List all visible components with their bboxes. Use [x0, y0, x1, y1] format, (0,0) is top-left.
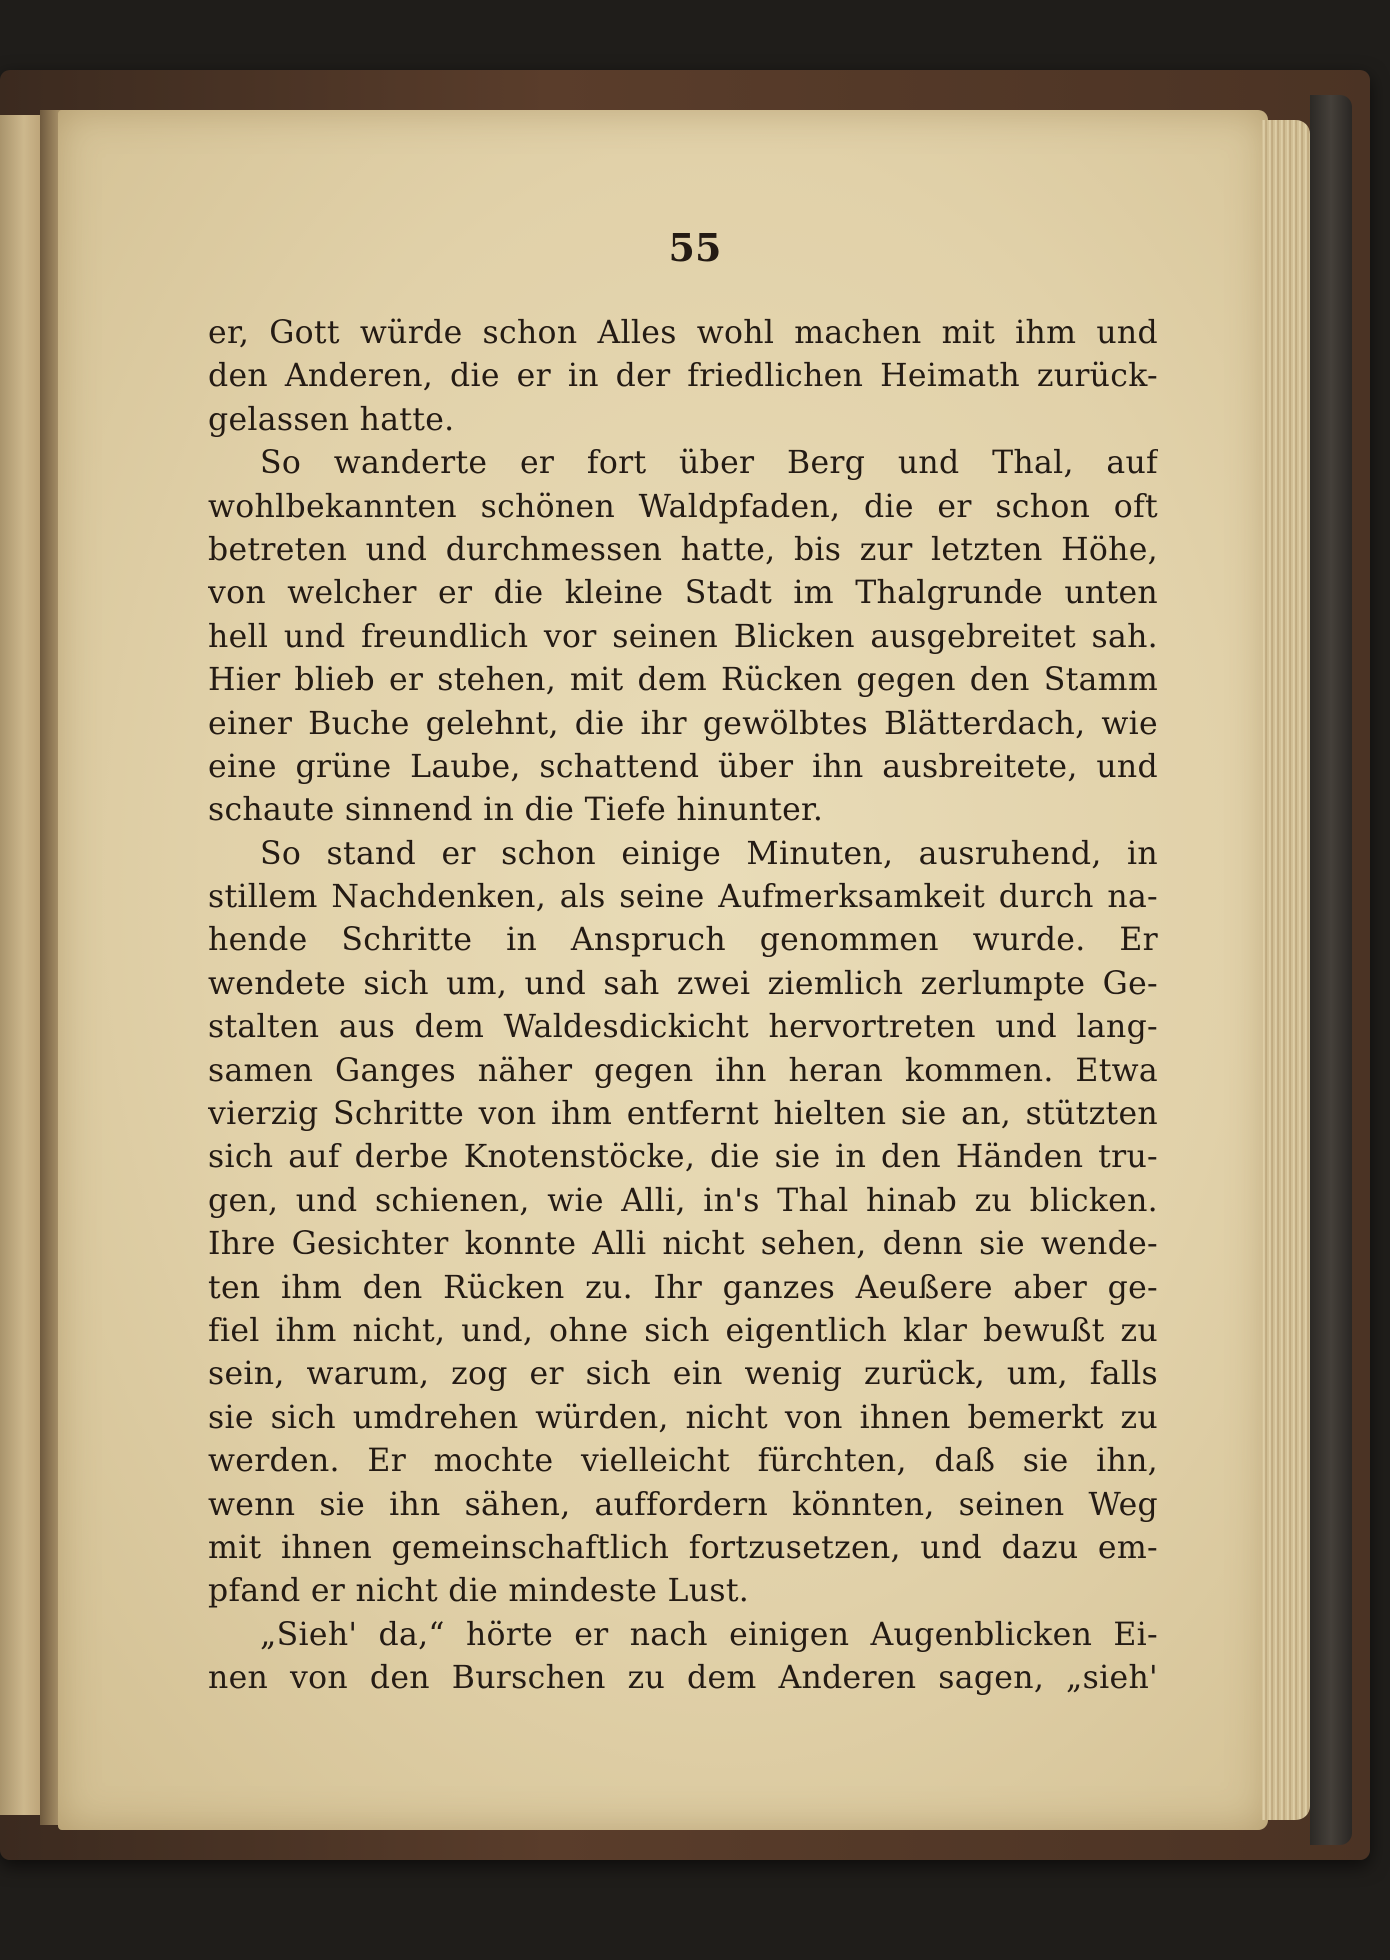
text-line: hende Schritte in Anspruch genommen wurde. Er	[208, 922, 1158, 959]
text-line: wendete sich um, und sah zwei ziemlich zerlumpte Ge-	[208, 965, 1158, 1002]
text-line: ten ihm den Rücken zu. Ihr ganzes Aeußere aber ge-	[208, 1269, 1158, 1306]
text-line: betreten und durchmessen hatte, bis zur letzten Höhe,	[208, 531, 1158, 568]
text-line: gelassen hatte.	[208, 401, 455, 438]
book-spine-edge	[1310, 95, 1352, 1845]
text-line: vierzig Schritte von ihm entfernt hielten sie an, stützten	[208, 1096, 1158, 1133]
text-line: von welcher er die kleine Stadt im Thalgrunde unten	[208, 575, 1158, 612]
text-line: gen, und schienen, wie Alli, in's Thal hinab zu blicken.	[208, 1182, 1158, 1219]
text-line: werden. Er mochte vielleicht fürchten, daß sie ihn,	[208, 1443, 1158, 1480]
text-line: er, Gott würde schon Alles wohl machen mit ihm und	[208, 315, 1158, 351]
page-stack-edge	[1262, 120, 1310, 1820]
text-line: So stand er schon einige Minuten, ausruhend, in	[260, 835, 1158, 872]
text-line: sein, warum, zog er sich ein wenig zurück, um, falls	[208, 1356, 1158, 1393]
left-page-edge	[0, 115, 42, 1815]
text-line: wohlbekannten schönen Waldpfaden, die er schon oft	[208, 488, 1158, 525]
text-line: samen Ganges näher gegen ihn heran kommen. Etwa	[208, 1052, 1158, 1089]
text-line: sie sich umdrehen würden, nicht von ihnen bemerkt zu	[208, 1399, 1158, 1436]
text-line: pfand er nicht die mindeste Lust.	[208, 1573, 750, 1610]
text-line: stillem Nachdenken, als seine Aufmerksamkeit durch na-	[208, 879, 1158, 916]
text-line: schaute sinnend in die Tiefe hinunter.	[208, 792, 824, 829]
text-line: hell und freundlich vor seinen Blicken ausgebreitet sah.	[208, 618, 1158, 655]
text-line: Ihre Gesichter konnte Alli nicht sehen, denn sie wende-	[208, 1226, 1158, 1263]
text-line: nen von den Burschen zu dem Anderen sagen, „sieh'	[208, 1660, 1158, 1697]
text-line: einer Buche gelehnt, die ihr gewölbtes Blätterdach, wie	[208, 705, 1158, 742]
text-line: Hier blieb er stehen, mit dem Rücken gegen den Stamm	[208, 662, 1158, 699]
page-number: 55	[668, 225, 722, 270]
text-line: mit ihnen gemeinschaftlich fortzusetzen, und dazu em-	[208, 1529, 1158, 1566]
text-line: fiel ihm nicht, und, ohne sich eigentlich klar bewußt zu	[208, 1312, 1158, 1349]
text-line: „Sieh' da,“ hörte er nach einigen Augenblicken Ei-	[260, 1616, 1158, 1653]
text-line: eine grüne Laube, schattend über ihn ausbreitete, und	[208, 748, 1158, 785]
text-line: stalten aus dem Waldesdickicht hervortreten und lang-	[208, 1009, 1158, 1046]
text-line: sich auf derbe Knotenstöcke, die sie in den Händen tru-	[208, 1139, 1158, 1176]
text-line: den Anderen, die er in der friedlichen Heimath zurück-	[208, 358, 1158, 395]
text-line: So wanderte er fort über Berg und Thal, auf	[260, 445, 1158, 482]
body-text	[208, 312, 1158, 1701]
text-line: wenn sie ihn sähen, auffordern könnten, seinen Weg	[208, 1486, 1158, 1523]
